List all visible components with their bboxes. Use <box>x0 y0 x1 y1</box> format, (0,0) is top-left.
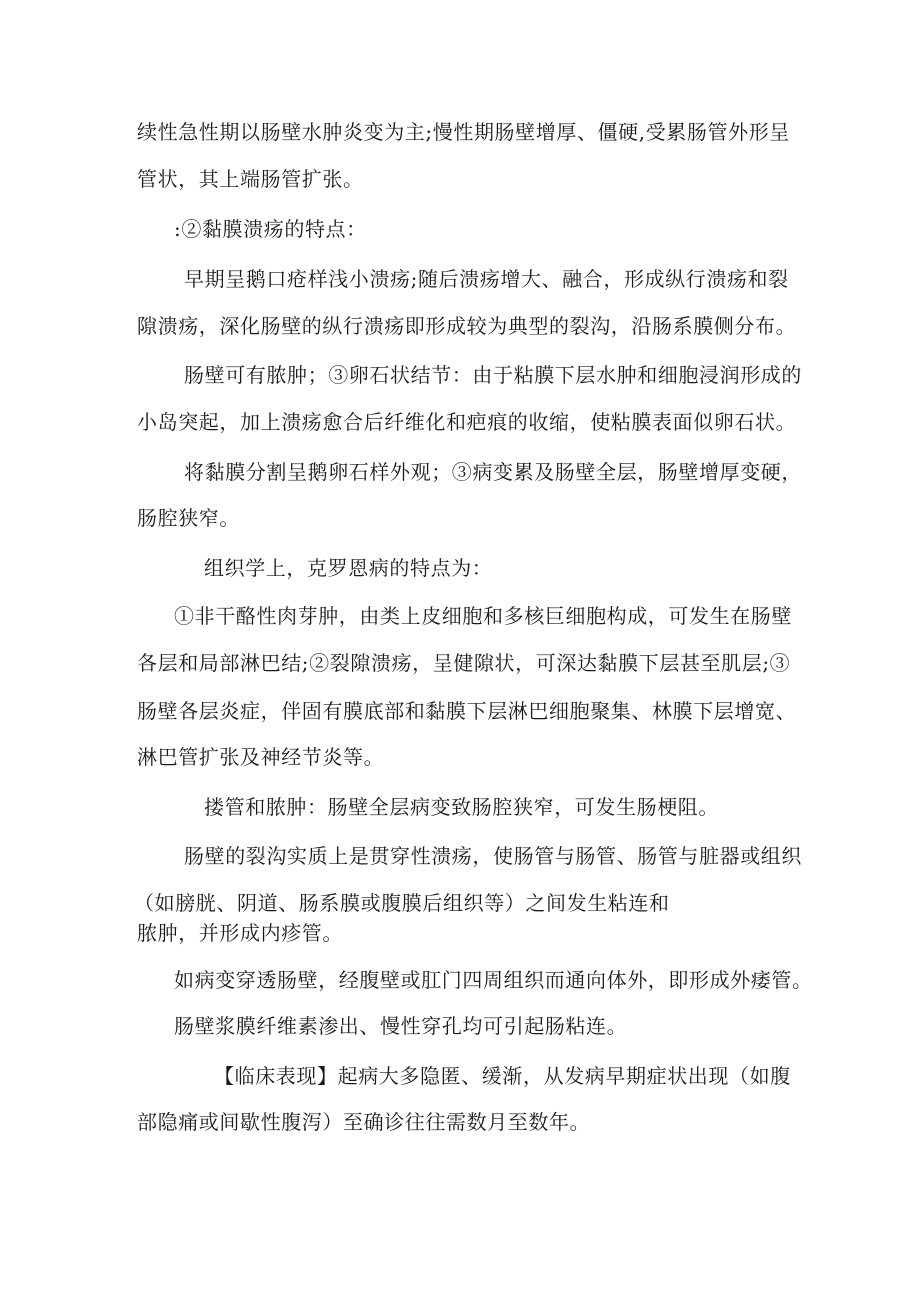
text-line: 组织学上，克罗恩病的特点为： <box>204 556 493 580</box>
text-line: 肠壁各层炎症，伴固有膜底部和黏膜下层淋巴细胞聚集、林膜下层增宽、 <box>137 699 797 723</box>
text-line: 肠壁浆膜纤维素渗出、慢性穿孔均可引起肠粘连。 <box>174 1014 628 1038</box>
text-line: 隙溃疡，深化肠壁的纵行溃疡即形成较为典型的裂沟，沿肠系膜侧分布。 <box>137 314 797 338</box>
text-line: 肠壁的裂沟实质上是贯穿性溃疡，使肠管与肠管、肠管与脏器或组织 <box>184 844 802 868</box>
text-line: 小岛突起，加上溃疡愈合后纤维化和疤痕的收缩，使粘膜表面似卵石状。 <box>137 410 797 434</box>
text-line: 续性急性期以肠壁水肿炎变为主;慢性期肠壁增厚、僵硬,受累肠管外形呈 <box>137 120 790 144</box>
text-line: 肠腔狭窄。 <box>137 506 240 530</box>
text-line: 脓肿，并形成内疹管。 <box>137 921 343 945</box>
text-line: 各层和局部淋巴结;②裂隙溃疡，呈健隙状，可深达黏膜下层甚至肌层;③ <box>137 651 791 675</box>
text-line: ①非干酪性肉芽肿，由类上皮细胞和多核巨细胞构成，可发生在肠壁 <box>174 604 792 628</box>
text-line: 淋巴管扩张及神经节炎等。 <box>137 745 385 769</box>
text-line: :②黏膜溃疡的特点： <box>174 217 367 241</box>
text-line: 肠壁可有脓肿；③卵石状结节：由于粘膜下层水肿和细胞浸润形成的 <box>184 363 802 387</box>
text-line: 早期呈鹅口疮样浅小溃疡;随后溃疡增大、融合，形成纵行溃疡和裂 <box>184 267 789 291</box>
text-line: （如膀胱、阴道、肠系膜或腹膜后组织等）之间发生粘连和 <box>134 891 670 915</box>
text-line: 如病变穿透肠壁，经腹壁或肛门四周组织而通向体外，即形成外痿管。 <box>174 968 813 992</box>
text-line: 将黏膜分割呈鹅卵石样外观；③病变累及肠壁全层，肠壁增厚变硬， <box>184 460 802 484</box>
text-line: 【临床表现】起病大多隐匿、缓渐，从发病早期症状出现（如腹 <box>214 1064 791 1088</box>
text-line: 管状，其上端肠管扩张。 <box>137 167 364 191</box>
text-line: 搂管和脓肿：肠壁全层病变致肠腔狭窄，可发生肠梗阻。 <box>204 795 719 819</box>
text-line: 部隐痛或间歇性腹泻）至确诊往往需数月至数年。 <box>137 1110 591 1134</box>
